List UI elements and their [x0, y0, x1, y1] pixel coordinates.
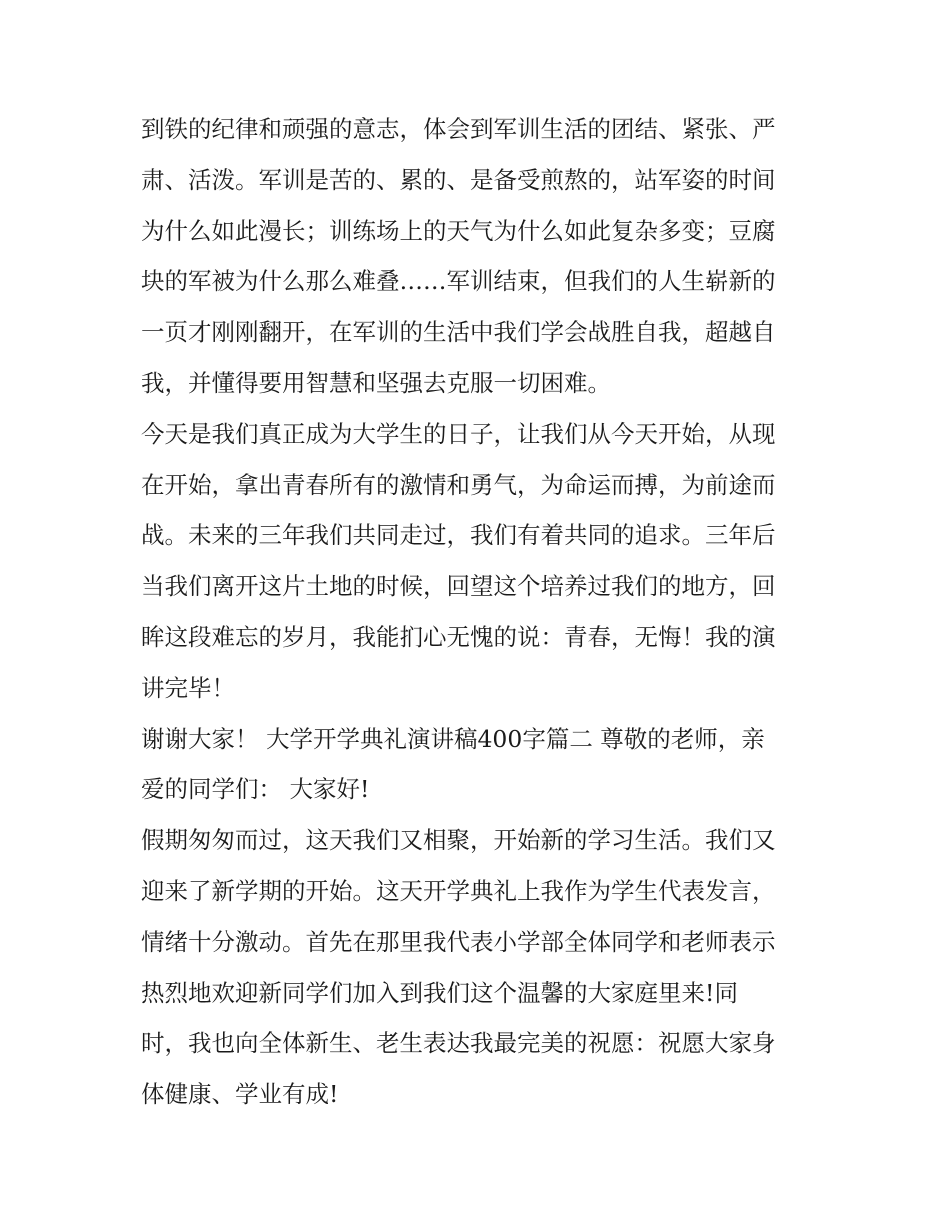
text-line: 迎来了新学期的开始。这天开学典礼上我作为学生代表发言， — [141, 876, 776, 905]
text-line: 谢谢大家！ 大学开学典礼演讲稿400字篇二 尊敬的老师，亲 — [141, 724, 765, 753]
text-line: 一页才刚刚翻开，在军训的生活中我们学会战胜自我，超越自 — [141, 318, 776, 347]
text-line: 到铁的纪律和顽强的意志，体会到军训生活的团结、紧张、严 — [141, 115, 776, 143]
text-line: 今天是我们真正成为大学生的日子，让我们从今天开始，从现 — [141, 419, 776, 448]
text-line: 假期匆匆而过，这天我们又相聚，开始新的学习生活。我们又 — [141, 826, 776, 855]
text-line: 体健康、学业有成! — [141, 1080, 339, 1109]
document-body — [141, 104, 821, 1120]
text-line: 当我们离开这片土地的时候，回望这个培养过我们的地方，回 — [141, 572, 776, 601]
text-line: 在开始，拿出青春所有的激情和勇气，为命运而搏，为前途而 — [141, 470, 776, 499]
text-line: 我，并懂得要用智慧和坚强去克服一切困难。 — [141, 368, 611, 397]
text-line: 战。未来的三年我们共同走过，我们有着共同的追求。三年后 — [141, 521, 776, 550]
text-line: 眸这段难忘的岁月，我能扪心无愧的说：青春，无悔！我的演 — [141, 622, 776, 651]
text-line: 爱的同学们： 大家好! — [141, 775, 370, 804]
text-line: 时，我也向全体新生、老生表达我最完美的祝愿：祝愿大家身 — [141, 1029, 776, 1058]
text-line: 情绪十分激动。首先在那里我代表小学部全体同学和老师表示 — [141, 927, 776, 956]
text-line: 为什么如此漫长；训练场上的天气为什么如此复杂多变；豆腐 — [141, 216, 776, 245]
text-line: 热烈地欢迎新同学们加入到我们这个温馨的大家庭里来!同 — [141, 978, 738, 1007]
text-line: 块的军被为什么那么难叠……军训结束，但我们的人生崭新的 — [141, 267, 776, 296]
text-line: 讲完毕！ — [141, 673, 235, 702]
text-line: 肃、活泼。军训是苦的、累的、是备受煎熬的，站军姿的时间 — [141, 165, 776, 194]
